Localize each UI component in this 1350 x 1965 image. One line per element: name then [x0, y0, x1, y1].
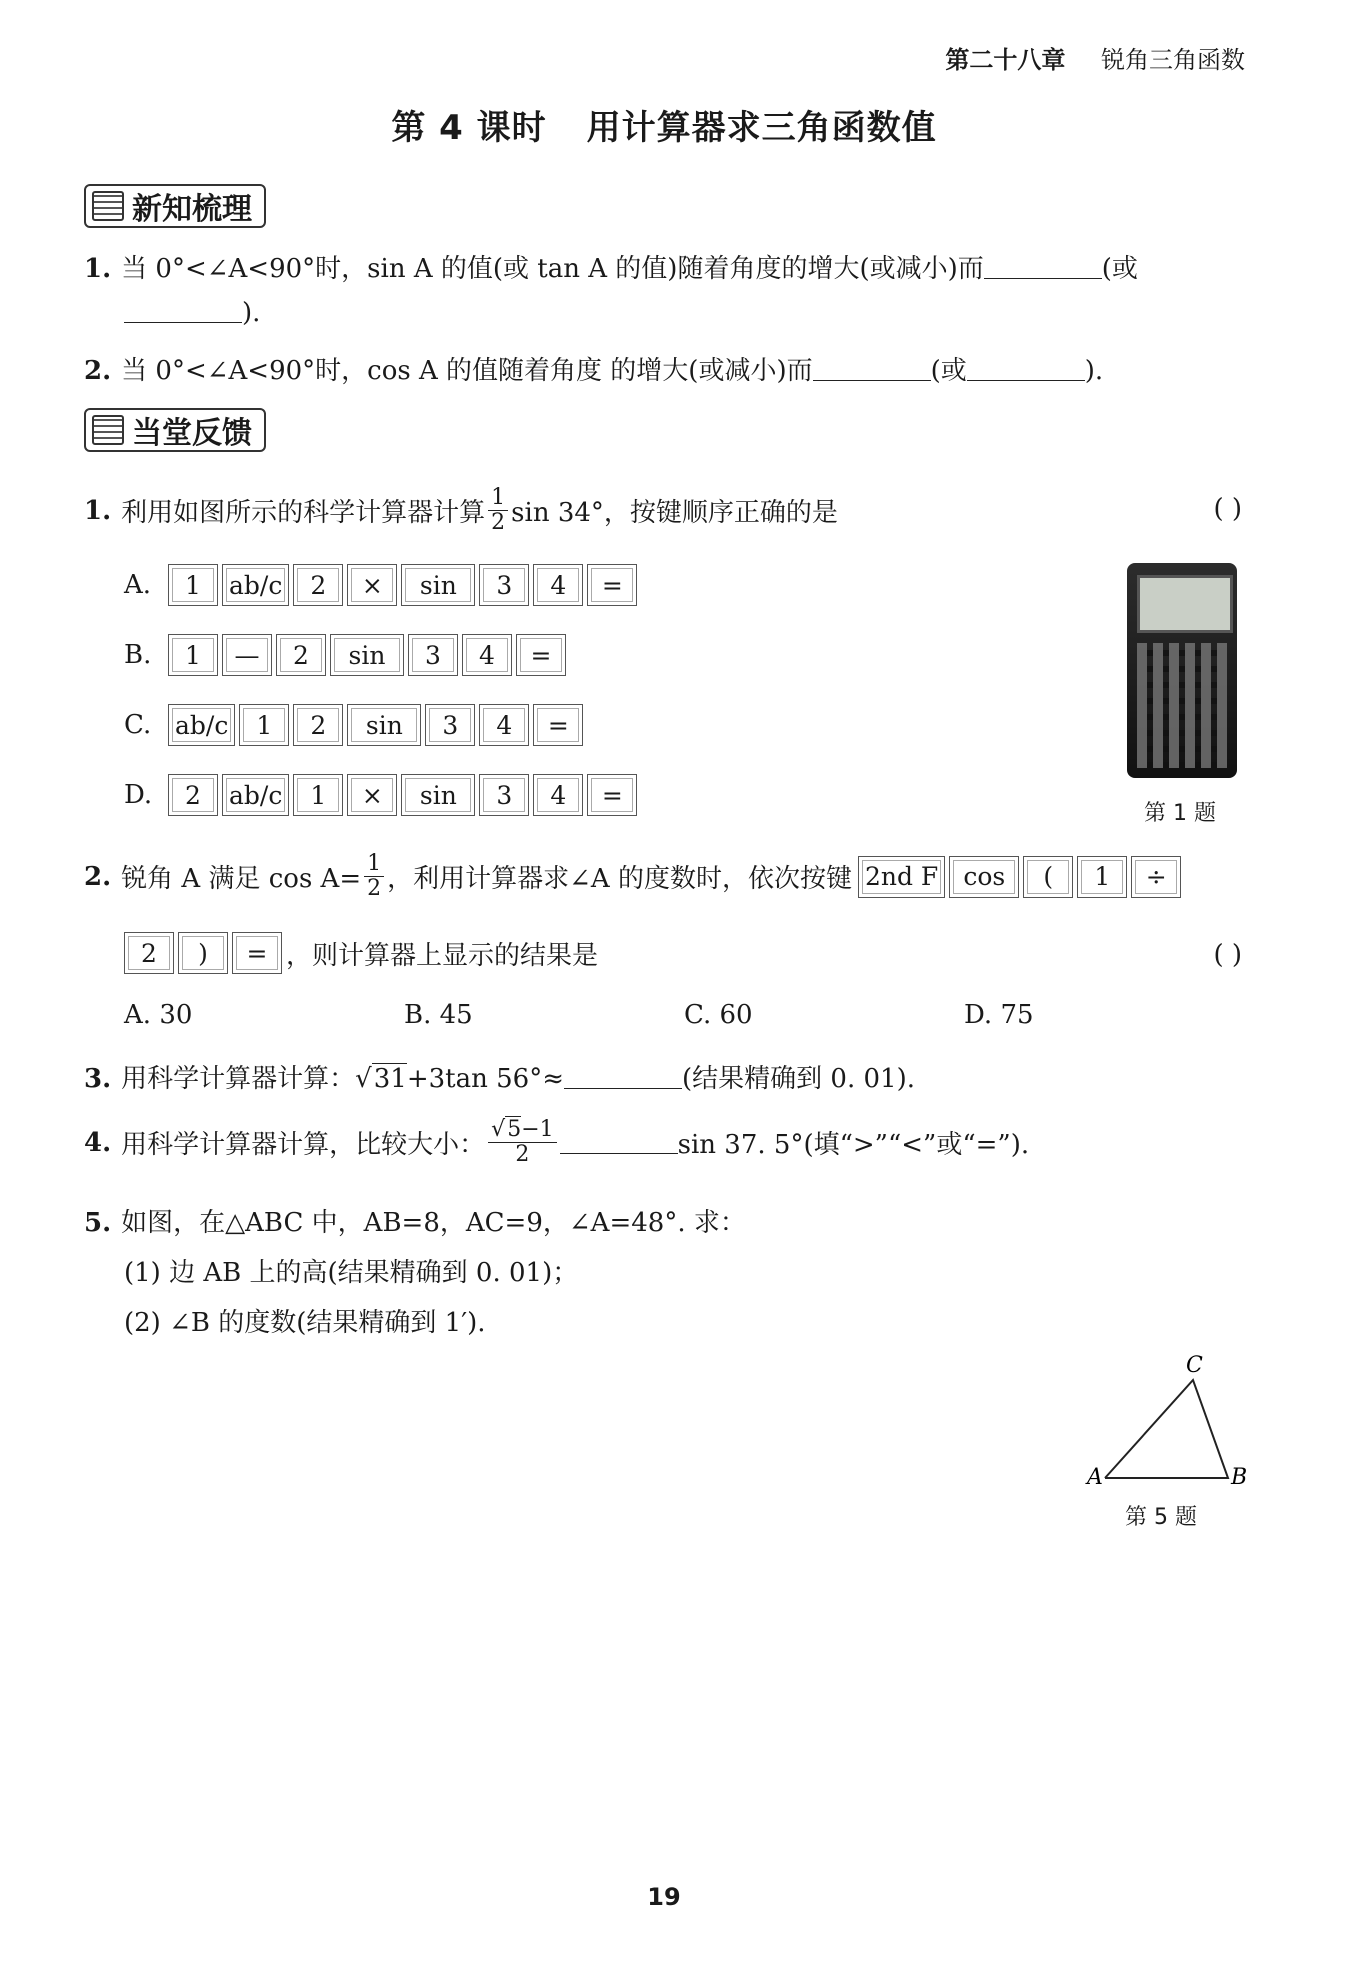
question-text: ). [1084, 356, 1104, 386]
calc-key: sin [401, 774, 475, 816]
question-text: (或 [1101, 254, 1138, 284]
calc-key: 4 [462, 634, 512, 676]
calc-key: 1 [239, 704, 289, 746]
calc-key: 4 [533, 774, 583, 816]
answer-blank[interactable] [813, 358, 931, 381]
question-text: ，利用计算器求∠A 的度数时，依次按键 [387, 864, 852, 895]
figure-caption: 第 1 题 [1144, 801, 1216, 826]
answer-blank[interactable] [967, 358, 1085, 381]
calc-key: 2 [168, 774, 218, 816]
question-number: 2. [84, 356, 112, 386]
pencil-icon [92, 415, 124, 445]
question-text: (或 [930, 356, 967, 386]
radical-sign: √ [491, 1117, 506, 1142]
option-a[interactable]: A. 1 ab/c 2 × sin 3 4 = [124, 564, 641, 606]
radicand: 31 [373, 1064, 407, 1094]
feedback-q1 [84, 486, 838, 535]
knowledge-q2 [84, 350, 1103, 387]
question-text: sin 34°，按键顺序正确的是 [511, 498, 838, 529]
option-b[interactable]: B. 45 [404, 1000, 473, 1030]
feedback-q3 [84, 1058, 915, 1095]
option-d[interactable]: D. 2 ab/c 1 × sin 3 4 = [124, 774, 641, 816]
feedback-q2 [84, 852, 1185, 901]
lesson-name: 用计算器求三角函数值 [586, 108, 937, 148]
radical-sign: √ [355, 1064, 372, 1094]
fraction: $\frac{√5-1}{2}$ [488, 1118, 556, 1167]
option-b[interactable]: B. 1 — 2 sin 3 4 = [124, 634, 570, 676]
q2-options [124, 1000, 1224, 1030]
calc-key: = [516, 634, 566, 676]
answer-blank[interactable] [560, 1131, 678, 1154]
calc-key: 2nd F [858, 856, 945, 898]
calc-key: 2 [276, 634, 326, 676]
option-c[interactable]: C. ab/c 1 2 sin 3 4 = [124, 704, 587, 746]
feedback-q4 [84, 1118, 1029, 1167]
calc-key: × [347, 564, 397, 606]
calc-key: 3 [408, 634, 458, 676]
question-text: 利用如图所示的科学计算器计算 [121, 498, 486, 529]
section-title: 新知梳理 [132, 192, 252, 227]
calc-key: ab/c [222, 774, 289, 816]
answer-paren[interactable]: ( ) [1213, 494, 1242, 524]
section-title: 当堂反馈 [132, 416, 252, 451]
calc-key: 4 [533, 564, 583, 606]
question-number: 3. [84, 1064, 112, 1094]
calc-key: = [587, 564, 637, 606]
calc-key: = [232, 932, 282, 974]
question-text: 锐角 A 满足 cos A= [121, 864, 362, 895]
question-number: 2. [84, 861, 112, 892]
calc-key: 1 [1077, 856, 1127, 898]
book-icon [92, 191, 124, 221]
feedback-q2-cont [124, 932, 598, 974]
question-number: 5. [84, 1208, 112, 1238]
figure-caption: 第 5 题 [1125, 1505, 1197, 1530]
question-text: ). [242, 298, 261, 328]
running-header [945, 40, 1245, 75]
answer-blank[interactable] [124, 300, 242, 323]
lesson-number: 第 4 课时 [391, 108, 547, 148]
question-text: ，则计算器上显示的结果是 [286, 940, 599, 971]
question-number: 4. [84, 1127, 112, 1158]
question-text: 用科学计算器计算，比较大小： [121, 1130, 486, 1161]
calc-key: 2 [293, 564, 343, 606]
question-text: sin 37. 5°(填“>”“<”或“=”). [677, 1130, 1030, 1161]
answer-paren[interactable]: ( ) [1213, 940, 1242, 970]
chapter-topic: 锐角三角函数 [1101, 46, 1245, 74]
q5-subquestion-2: (2) ∠B 的度数(结果精确到 1′). [124, 1308, 486, 1338]
calc-key: 3 [479, 564, 529, 606]
question-text: (结果精确到 0. 01). [682, 1064, 915, 1094]
chapter-label: 第二十八章 [945, 46, 1066, 74]
calc-key: 4 [479, 704, 529, 746]
calc-key: ( [1023, 856, 1073, 898]
option-a[interactable]: A. 30 [124, 1000, 193, 1030]
vertex-c-label: C [1186, 1353, 1203, 1378]
knowledge-q1 [84, 248, 1138, 285]
calc-key: 2 [124, 932, 174, 974]
calc-key: ) [178, 932, 228, 974]
calc-key: sin [330, 634, 404, 676]
calc-key: = [587, 774, 637, 816]
calc-key: — [222, 634, 272, 676]
vertex-a-label: A [1087, 1465, 1103, 1490]
calc-key: sin [401, 564, 475, 606]
calculator-image [1127, 563, 1237, 778]
calc-key: 1 [293, 774, 343, 816]
question-number: 1. [84, 254, 112, 284]
question-text: 如图，在△ABC 中，AB=8，AC=9，∠A=48°. 求： [121, 1208, 746, 1238]
option-d[interactable]: D. 75 [964, 1000, 1034, 1030]
calc-key: ab/c [222, 564, 289, 606]
calc-key: sin [347, 704, 421, 746]
triangle-abc [1105, 1380, 1228, 1478]
calc-key: ÷ [1131, 856, 1181, 898]
question-text: 当 0°<∠A<90°时，cos A 的值随着角度 的增大(或减小)而 [121, 356, 813, 386]
fraction: $\frac{1}{2}$ [364, 852, 384, 901]
question-text: 用科学计算器计算： [121, 1064, 356, 1094]
q5-subquestion-1: (1) 边 AB 上的高(结果精确到 0. 01)； [124, 1258, 579, 1288]
section-new-knowledge [84, 184, 266, 228]
fraction: $\frac{1}{2}$ [488, 486, 508, 535]
calc-key: cos [949, 856, 1019, 898]
calc-key: 2 [293, 704, 343, 746]
calc-key: 1 [168, 634, 218, 676]
feedback-q5 [84, 1202, 746, 1239]
question-number: 1. [84, 495, 112, 526]
vertex-b-label: B [1231, 1465, 1248, 1490]
calc-key: 3 [425, 704, 475, 746]
answer-blank[interactable] [564, 1066, 682, 1089]
option-c[interactable]: C. 60 [684, 1000, 753, 1030]
knowledge-q1-cont [124, 298, 260, 328]
calculator-screen [1137, 575, 1233, 633]
calc-key: = [533, 704, 583, 746]
page-number: 19 [647, 1883, 681, 1911]
triangle-figure [1085, 1350, 1255, 1490]
question-text: +3tan 56°≈ [406, 1064, 564, 1094]
answer-blank[interactable] [984, 256, 1102, 279]
calc-key: × [347, 774, 397, 816]
question-text: 当 0°<∠A<90°时，sin A 的值(或 tan A 的值)随着角度的增大(或减小)而 [121, 254, 984, 284]
calc-key: ab/c [168, 704, 235, 746]
calculator-keypad [1137, 643, 1227, 768]
calc-key: 3 [479, 774, 529, 816]
lesson-title [0, 100, 1328, 149]
section-feedback [84, 408, 266, 452]
calc-key: 1 [168, 564, 218, 606]
